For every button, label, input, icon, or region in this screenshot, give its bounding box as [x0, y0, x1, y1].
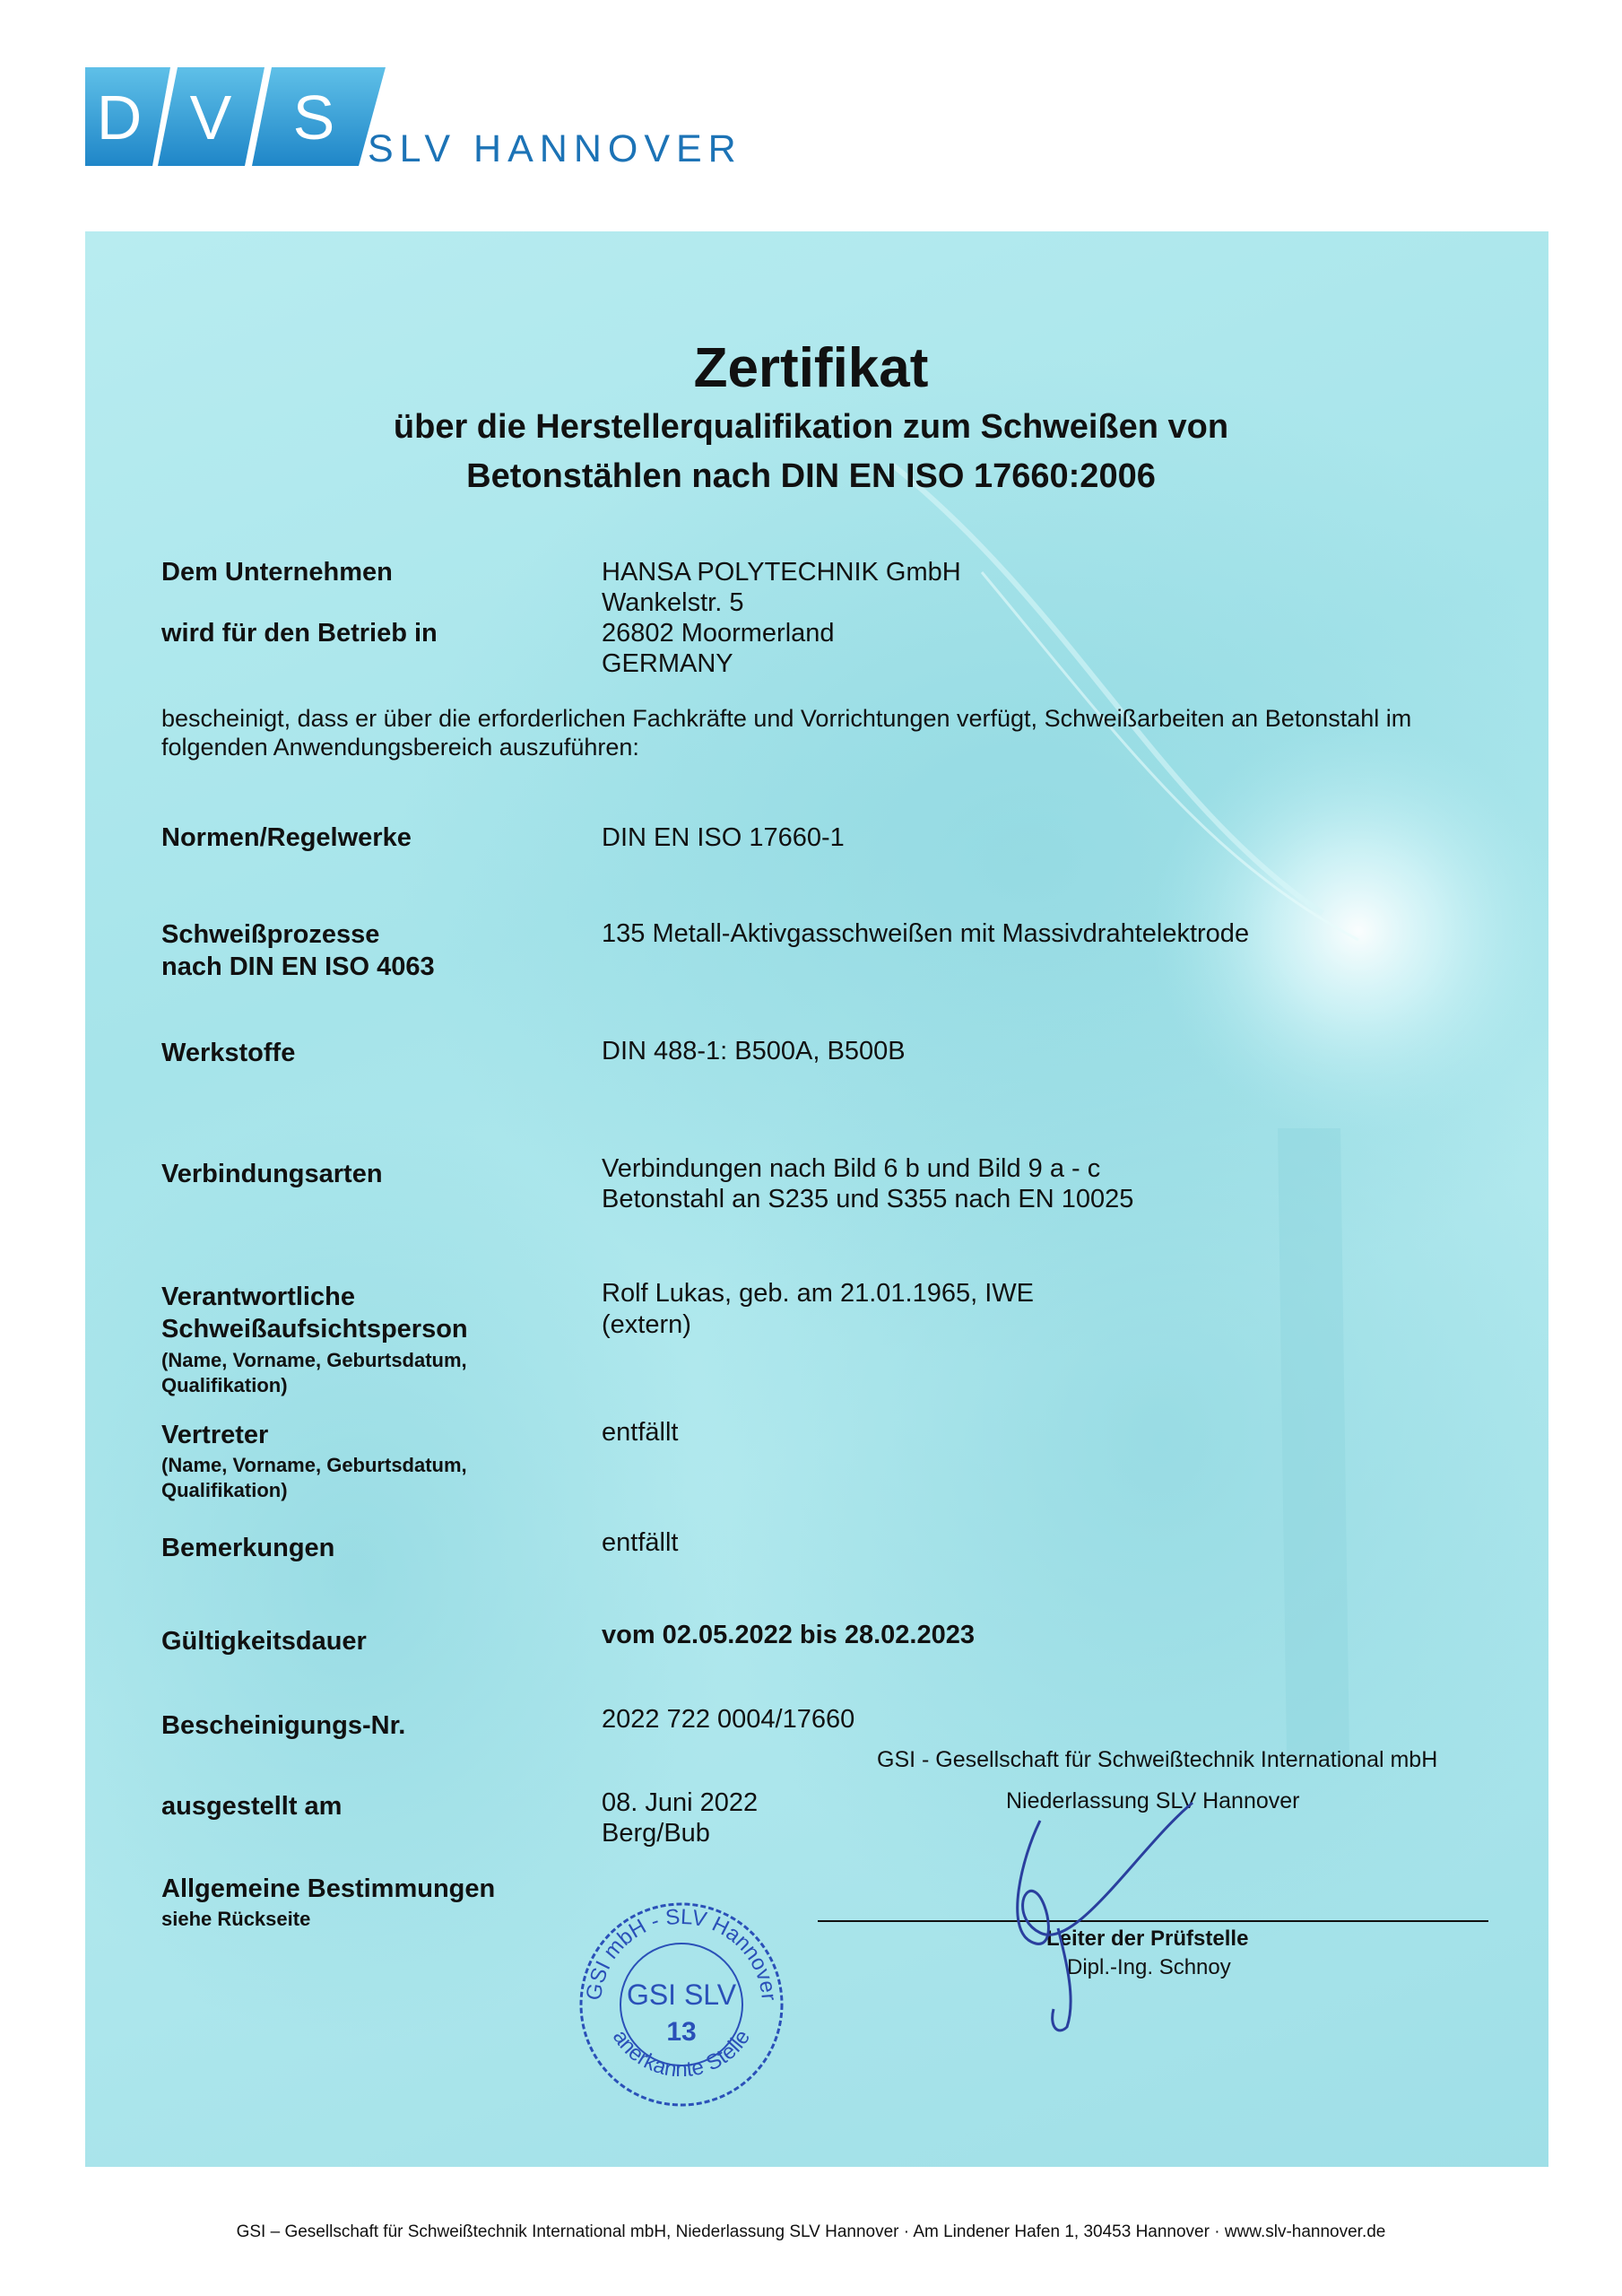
footer-address: GSI – Gesellschaft für Schweißtechnik International mbH, Niederlassung SLV Hannover · Am Lindener Hafen 1, 30453 Hannover · www.slv-hannover.de	[236, 2222, 1386, 2241]
company-city: 26802 Moormerland	[602, 619, 835, 648]
werkstoffe-label: Werkstoffe	[161, 1039, 296, 1067]
certificate-title: Zertifikat	[693, 337, 929, 399]
vertreter-value: entfällt	[602, 1418, 679, 1447]
verbindung-value-1: Verbindungen nach Bild 6 b und Bild 9 a - c	[602, 1154, 1101, 1183]
issuer-branch: Niederlassung SLV Hannover	[1006, 1788, 1300, 1813]
vertreter-note-2: Qualifikation)	[161, 1479, 288, 1501]
aufsicht-label-2: Schweißaufsichtsperson	[161, 1315, 468, 1344]
company-label: Dem Unternehmen	[161, 558, 393, 587]
company-street: Wankelstr. 5	[602, 588, 744, 617]
certificate-subtitle-1: über die Herstellerqualifikation zum Schweißen von	[393, 408, 1229, 446]
bemerkungen-value: entfällt	[602, 1528, 679, 1557]
nummer-value: 2022 722 0004/17660	[602, 1705, 855, 1734]
aufsicht-note-1: (Name, Vorname, Geburtsdatum,	[161, 1349, 467, 1371]
vertreter-note-1: (Name, Vorname, Geburtsdatum,	[161, 1454, 467, 1476]
dvs-logo	[85, 67, 390, 166]
normen-value: DIN EN ISO 17660-1	[602, 823, 845, 852]
issuer-company: GSI - Gesellschaft für Schweißtechnik International mbH	[877, 1747, 1438, 1772]
vertreter-label: Vertreter	[161, 1421, 269, 1449]
ausgestellt-date: 08. Juni 2022	[602, 1788, 759, 1817]
bemerkungen-label: Bemerkungen	[161, 1534, 335, 1562]
official-stamp	[574, 1897, 789, 2112]
ausgestellt-label: ausgestellt am	[161, 1792, 343, 1821]
stamp-number: 13	[666, 2017, 697, 2047]
stamp-center: GSI SLV	[626, 1979, 737, 2011]
handwritten-signature	[986, 1785, 1210, 2045]
bestimmungen-label: Allgemeine Bestimmungen	[161, 1874, 496, 1903]
aufsicht-value-1: Rolf Lukas, geb. am 21.01.1965, IWE	[602, 1279, 1034, 1308]
prozesse-label-2: nach DIN EN ISO 4063	[161, 952, 435, 981]
logo-subtitle: SLV HANNOVER	[368, 127, 742, 170]
aufsicht-note-2: Qualifikation)	[161, 1374, 288, 1396]
aufsicht-value-2: (extern)	[602, 1310, 691, 1339]
verbindung-value-2: Betonstahl an S235 und S355 nach EN 10025	[602, 1185, 1134, 1213]
intro-line-2: folgenden Anwendungsbereich auszuführen:	[161, 734, 639, 761]
logo-letter-v: V	[189, 83, 232, 152]
stamp-ring-bottom: anerkannte Stelle	[607, 2025, 756, 2083]
verbindung-label: Verbindungsarten	[161, 1160, 383, 1188]
gueltigkeit-value: vom 02.05.2022 bis 28.02.2023	[602, 1621, 975, 1649]
logo-letter-s: S	[292, 83, 335, 152]
normen-label: Normen/Regelwerke	[161, 823, 412, 852]
signatory-name: Dipl.-Ing. Schnoy	[1067, 1955, 1231, 1979]
certificate-subtitle-2: Betonstählen nach DIN EN ISO 17660:2006	[466, 457, 1156, 495]
company-name: HANSA POLYTECHNIK GmbH	[602, 558, 961, 587]
stamp-ring-top: GSI mbH - SLV Hannover	[581, 1904, 781, 2002]
bestimmungen-note: siehe Rückseite	[161, 1908, 311, 1930]
company-country: GERMANY	[602, 649, 733, 678]
prozesse-value: 135 Metall-Aktivgasschweißen mit Massivdrahtelektrode	[602, 919, 1250, 948]
location-label: wird für den Betrieb in	[161, 619, 438, 648]
nummer-label: Bescheinigungs-Nr.	[161, 1711, 406, 1740]
ausgestellt-initials: Berg/Bub	[602, 1819, 710, 1848]
aufsicht-label-1: Verantwortliche	[161, 1283, 355, 1311]
signatory-title: Leiter der Prüfstelle	[1046, 1926, 1249, 1951]
intro-line-1: bescheinigt, dass er über die erforderlichen Fachkräfte und Vorrichtungen verfügt, Schweißarbeiten an Betonstahl im	[161, 705, 1412, 732]
logo-letter-d: D	[96, 83, 143, 152]
gueltigkeit-label: Gültigkeitsdauer	[161, 1627, 367, 1656]
werkstoffe-value: DIN 488-1: B500A, B500B	[602, 1037, 906, 1065]
prozesse-label-1: Schweißprozesse	[161, 920, 380, 949]
